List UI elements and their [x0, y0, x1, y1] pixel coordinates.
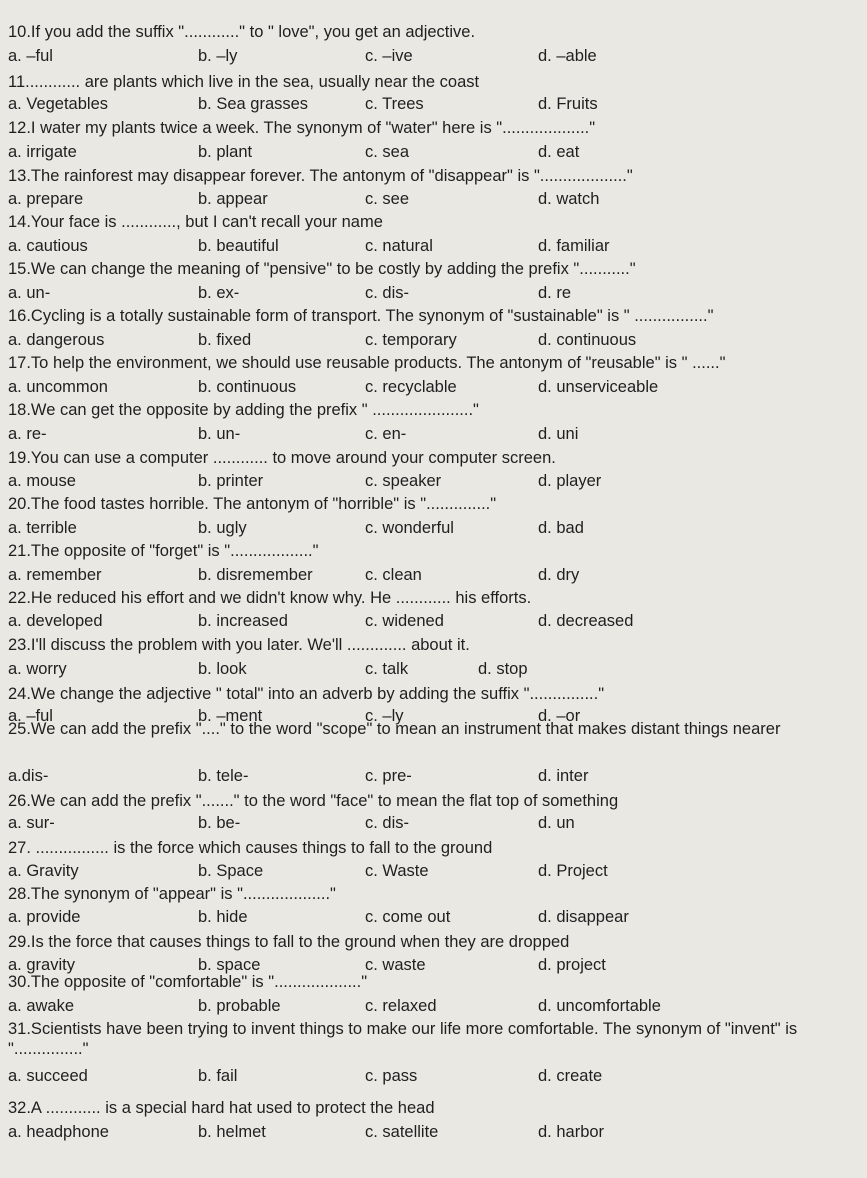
option-a: a. Gravity: [8, 862, 79, 880]
option-d: d. eat: [538, 143, 580, 161]
option-d: d. familiar: [538, 237, 610, 255]
question-stem: 27. ................ is the force which causes things to fall to the ground: [8, 839, 493, 857]
option-b: b. tele-: [198, 767, 249, 785]
option-c: c. talk: [365, 660, 409, 678]
option-b: b. hide: [198, 908, 248, 926]
question-stem: 25.We can add the prefix "...." to the word "scope" to mean an instrument that makes distant things nearer: [8, 720, 781, 738]
option-c: c. pass: [365, 1067, 418, 1085]
option-b: b. fail: [198, 1067, 238, 1085]
option-c: c. Trees: [365, 95, 424, 113]
option-d: d. un: [538, 814, 575, 832]
option-b: b. appear: [198, 190, 268, 208]
option-b: b. be-: [198, 814, 241, 832]
option-c: c. waste: [365, 956, 426, 974]
question-stem: 21.The opposite of "forget" is "..................": [8, 542, 319, 560]
option-c: c. en-: [365, 425, 407, 443]
question-stem: 19.You can use a computer ............ to move around your computer screen.: [8, 449, 556, 467]
option-b: b. plant: [198, 143, 253, 161]
question-stem: 22.He reduced his effort and we didn't know why. He ............ his efforts.: [8, 589, 532, 607]
option-b: b. space: [198, 956, 261, 974]
option-a: a. remember: [8, 566, 102, 584]
option-a: a. sur-: [8, 814, 55, 832]
option-c: c. come out: [365, 908, 451, 926]
option-b: b. probable: [198, 997, 281, 1015]
option-d: d. disappear: [538, 908, 629, 926]
option-a: a. provide: [8, 908, 81, 926]
option-d: d. decreased: [538, 612, 634, 630]
option-b: b. continuous: [198, 378, 297, 396]
option-c: c. Waste: [365, 862, 429, 880]
option-d: d. stop: [478, 660, 528, 678]
option-b: b. –ment: [198, 707, 263, 725]
option-c: c. pre-: [365, 767, 412, 785]
question-stem: 28.The synonym of "appear" is "...................": [8, 885, 336, 903]
option-a: a. developed: [8, 612, 103, 630]
option-b: b. Sea grasses: [198, 95, 309, 113]
option-d: d. Project: [538, 862, 608, 880]
option-d: d. watch: [538, 190, 600, 208]
option-b: b. Space: [198, 862, 264, 880]
question-stem: 10.If you add the suffix "............" to " love", you get an adjective.: [8, 23, 476, 41]
option-a: a. awake: [8, 997, 75, 1015]
option-d: d. Fruits: [538, 95, 598, 113]
question-stem: 17.To help the environment, we should use reusable products. The antonym of "reusable" is " ......": [8, 354, 726, 372]
option-d: d. re: [538, 284, 572, 302]
question-stem: 29.Is the force that causes things to fall to the ground when they are dropped: [8, 933, 570, 951]
option-b: b. un-: [198, 425, 241, 443]
option-b: b. beautiful: [198, 237, 279, 255]
option-a: a. irrigate: [8, 143, 77, 161]
option-b: b. increased: [198, 612, 288, 630]
question-stem: 31.Scientists have been trying to invent things to make our life more comfortable. The synonym of "invent" is "...............": [8, 1020, 798, 1058]
option-d: d. –able: [538, 47, 597, 65]
option-d: d. bad: [538, 519, 584, 537]
option-d: d. unserviceable: [538, 378, 659, 396]
option-c: c. clean: [365, 566, 422, 584]
option-a: a. dangerous: [8, 331, 105, 349]
option-c: c. recyclable: [365, 378, 457, 396]
option-b: b. look: [198, 660, 247, 678]
question-stem: 24.We change the adjective " total" into an adverb by adding the suffix "...............": [8, 685, 605, 703]
option-a: a. cautious: [8, 237, 88, 255]
question-stem: 32.A ............ is a special hard hat used to protect the head: [8, 1099, 435, 1117]
question-stem: 20.The food tastes horrible. The antonym of "horrible" is "..............": [8, 495, 497, 513]
option-d: d. player: [538, 472, 602, 490]
option-d: d. dry: [538, 566, 580, 584]
option-a: a. headphone: [8, 1123, 109, 1141]
option-a: a. un-: [8, 284, 51, 302]
option-a: a. –ful: [8, 47, 53, 65]
option-c: c. dis-: [365, 284, 410, 302]
option-a: a. re-: [8, 425, 47, 443]
option-a: a. worry: [8, 660, 67, 678]
option-b: b. –ly: [198, 47, 238, 65]
question-stem: 30.The opposite of "comfortable" is "...................": [8, 973, 368, 991]
option-a: a. prepare: [8, 190, 84, 208]
option-a: a. gravity: [8, 956, 75, 974]
option-c: c. widened: [365, 612, 444, 630]
question-stem: 14.Your face is ............, but I can't recall your name: [8, 213, 383, 231]
option-c: c. natural: [365, 237, 433, 255]
option-c: c. dis-: [365, 814, 410, 832]
option-a: a.dis-: [8, 767, 49, 785]
option-c: c. wonderful: [365, 519, 454, 537]
option-d: d. uncomfortable: [538, 997, 661, 1015]
option-d: d. create: [538, 1067, 603, 1085]
option-b: b. printer: [198, 472, 264, 490]
option-d: d. continuous: [538, 331, 637, 349]
option-b: b. ugly: [198, 519, 247, 537]
option-d: d. harbor: [538, 1123, 605, 1141]
option-a: a. uncommon: [8, 378, 108, 396]
option-d: d. project: [538, 956, 606, 974]
option-c: c. –ive: [365, 47, 413, 65]
option-c: c. see: [365, 190, 410, 208]
option-b: b. fixed: [198, 331, 252, 349]
question-stem: 18.We can get the opposite by adding the prefix " ......................": [8, 401, 479, 419]
question-stem: 12.I water my plants twice a week. The synonym of "water" here is "...................": [8, 119, 596, 137]
option-c: c. speaker: [365, 472, 442, 490]
option-d: d. uni: [538, 425, 579, 443]
question-stem: 15.We can change the meaning of "pensive" to be costly by adding the prefix "...........": [8, 260, 636, 278]
option-a: a. mouse: [8, 472, 76, 490]
option-c: c. sea: [365, 143, 410, 161]
option-c: c. satellite: [365, 1123, 439, 1141]
question-stem: 13.The rainforest may disappear forever. The antonym of "disappear" is "...................": [8, 167, 633, 185]
option-a: a. terrible: [8, 519, 77, 537]
option-b: b. disremember: [198, 566, 313, 584]
option-c: c. temporary: [365, 331, 457, 349]
option-d: d. inter: [538, 767, 589, 785]
option-c: c. relaxed: [365, 997, 437, 1015]
question-stem: 11............ are plants which live in the sea, usually near the coast: [8, 73, 480, 91]
option-b: b. helmet: [198, 1123, 266, 1141]
question-stem: 23.I'll discuss the problem with you later. We'll ............. about it.: [8, 636, 470, 654]
question-stem: 16.Cycling is a totally sustainable form of transport. The synonym of "sustainable" is " ................": [8, 307, 714, 325]
option-d: d. –or: [538, 707, 581, 725]
option-c: c. –ly: [365, 707, 404, 725]
option-b: b. ex-: [198, 284, 240, 302]
option-a: a. succeed: [8, 1067, 88, 1085]
option-a: a. Vegetables: [8, 95, 108, 113]
question-stem: 26.We can add the prefix "......." to the word "face" to mean the flat top of something: [8, 792, 619, 810]
option-a: a. –ful: [8, 707, 53, 725]
